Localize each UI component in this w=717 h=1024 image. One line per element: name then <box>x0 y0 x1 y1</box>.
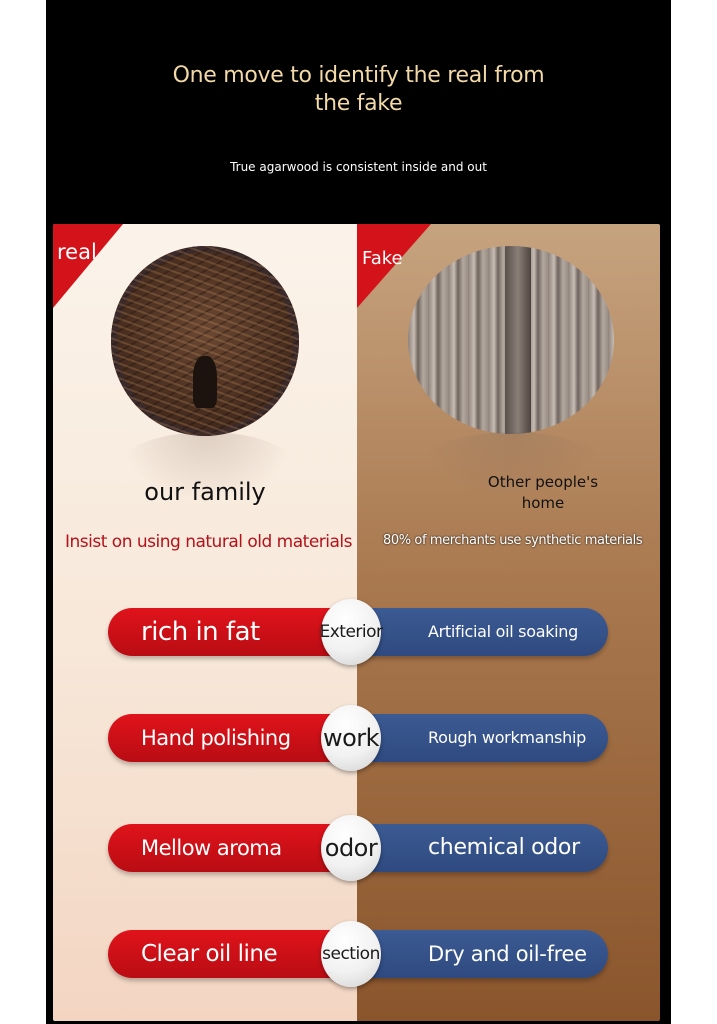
comparison-row-exterior <box>108 608 608 658</box>
real-tag: real <box>57 240 97 264</box>
criterion-label: work <box>322 724 380 752</box>
fake-home-line-1: Other people's <box>487 473 599 491</box>
fake-trait: Dry and oil-free <box>428 942 587 966</box>
fake-tag: Fake <box>362 248 403 269</box>
fake-trait: Rough workmanship <box>428 728 586 747</box>
fake-home-label <box>473 472 613 514</box>
real-home-label: our family <box>144 478 266 506</box>
comparison-panel <box>53 224 660 1021</box>
poster-frame <box>46 0 671 1024</box>
comparison-row-section <box>108 930 608 980</box>
fake-home-line-2: home <box>521 494 565 512</box>
fake-slogan: 80% of merchants use synthetic materials <box>383 533 643 548</box>
criterion-label: Exterior <box>319 622 383 642</box>
title-line-2: the fake <box>314 91 403 116</box>
fake-wood-image <box>408 246 614 434</box>
criterion-label: section <box>322 944 380 964</box>
page-title <box>46 62 671 118</box>
fake-groove <box>505 246 531 434</box>
title-line-1: One move to identify the real from <box>172 63 545 88</box>
fake-trait: Artificial oil soaking <box>428 622 579 641</box>
real-hole <box>193 356 217 408</box>
fake-trait: chemical odor <box>428 835 580 860</box>
comparison-row-odor <box>108 824 608 874</box>
real-agarwood-image <box>111 246 299 436</box>
real-trait: Hand polishing <box>141 726 291 750</box>
page-subtitle: True agarwood is consistent inside and out <box>230 160 487 174</box>
comparison-row-work <box>108 714 608 764</box>
criterion-label: odor <box>324 834 378 862</box>
real-trait: rich in fat <box>141 617 260 647</box>
real-trait: Clear oil line <box>141 941 278 967</box>
real-trait: Mellow aroma <box>141 836 282 860</box>
real-slogan: Insist on using natural old materials <box>65 532 352 552</box>
